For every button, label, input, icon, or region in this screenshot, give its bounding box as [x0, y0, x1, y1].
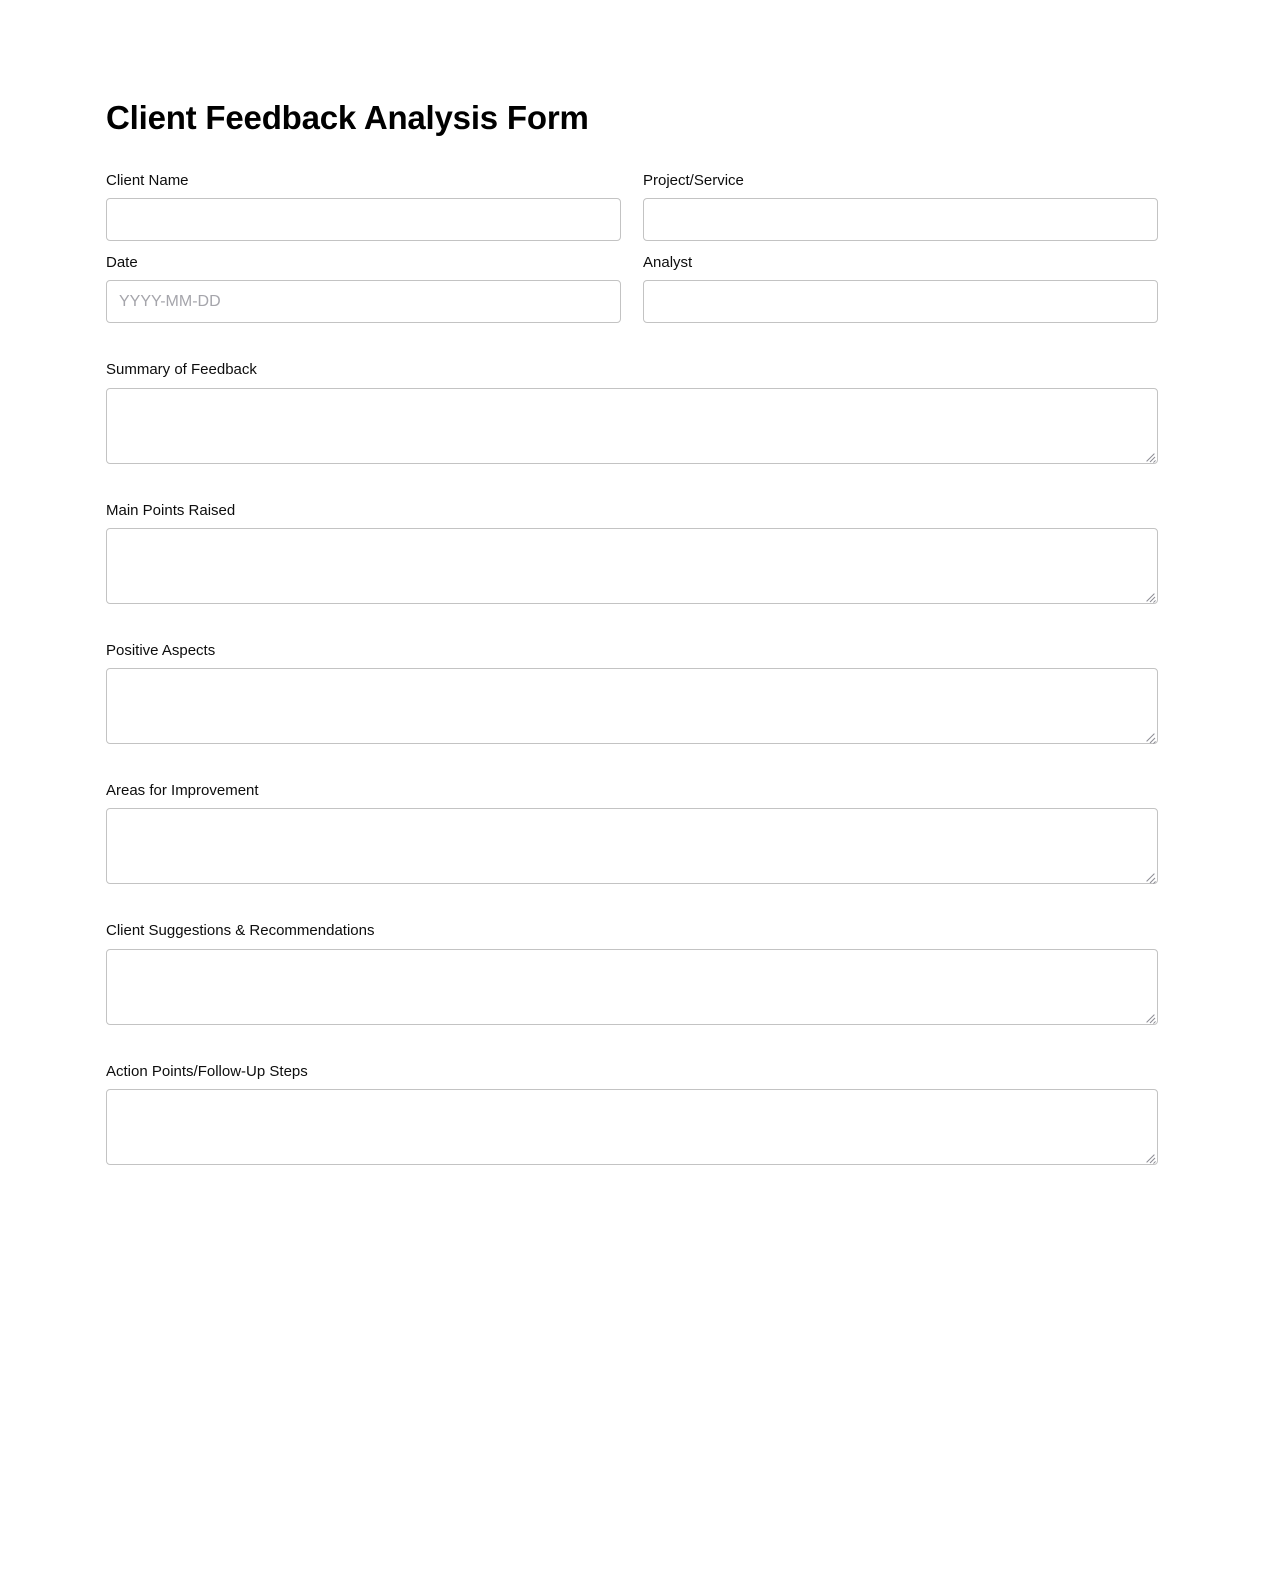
label-summary-of-feedback: Summary of Feedback [106, 361, 257, 379]
label-date: Date [106, 254, 138, 272]
field-client-name [106, 171, 621, 241]
label-analyst: Analyst [643, 254, 693, 272]
field-analyst [643, 253, 1158, 323]
field-project-service [643, 171, 1158, 241]
label-main-points-raised: Main Points Raised [106, 501, 236, 519]
label-positive-aspects: Positive Aspects [106, 641, 216, 659]
top-fields-left-column [106, 171, 621, 324]
field-date [106, 253, 621, 323]
positive-aspects-textarea[interactable] [106, 668, 1158, 744]
label-action-points-follow-up-steps: Action Points/Follow-Up Steps [106, 1062, 308, 1080]
textarea-shell [106, 808, 1158, 884]
textarea-shell [106, 388, 1158, 464]
label-client-name: Client Name [106, 171, 189, 189]
analyst-input[interactable] [643, 280, 1158, 323]
field-client-suggestions-recommendations [106, 921, 1158, 1024]
textarea-shell [106, 668, 1158, 744]
label-areas-for-improvement: Areas for Improvement [106, 782, 259, 800]
field-positive-aspects [106, 641, 1158, 744]
action-points-follow-up-steps-textarea[interactable] [106, 1089, 1158, 1165]
client-suggestions-recommendations-textarea[interactable] [106, 949, 1158, 1025]
summary-of-feedback-textarea[interactable] [106, 388, 1158, 464]
top-fields-right-column [643, 171, 1158, 324]
main-points-raised-textarea[interactable] [106, 528, 1158, 604]
label-project-service: Project/Service [643, 171, 744, 189]
field-summary-of-feedback [106, 360, 1158, 463]
areas-for-improvement-textarea[interactable] [106, 808, 1158, 884]
top-fields-grid [106, 171, 1158, 324]
label-client-suggestions-recommendations: Client Suggestions & Recommendations [106, 922, 375, 940]
field-main-points-raised [106, 501, 1158, 604]
form-container [106, 100, 1158, 1165]
textarea-shell [106, 1089, 1158, 1165]
textarea-shell [106, 528, 1158, 604]
field-action-points-follow-up-steps [106, 1062, 1158, 1165]
client-name-input[interactable] [106, 198, 621, 241]
textarea-shell [106, 949, 1158, 1025]
field-areas-for-improvement [106, 781, 1158, 884]
date-input[interactable] [106, 280, 621, 323]
page-title: Client Feedback Analysis Form [106, 99, 589, 136]
project-service-input[interactable] [643, 198, 1158, 241]
